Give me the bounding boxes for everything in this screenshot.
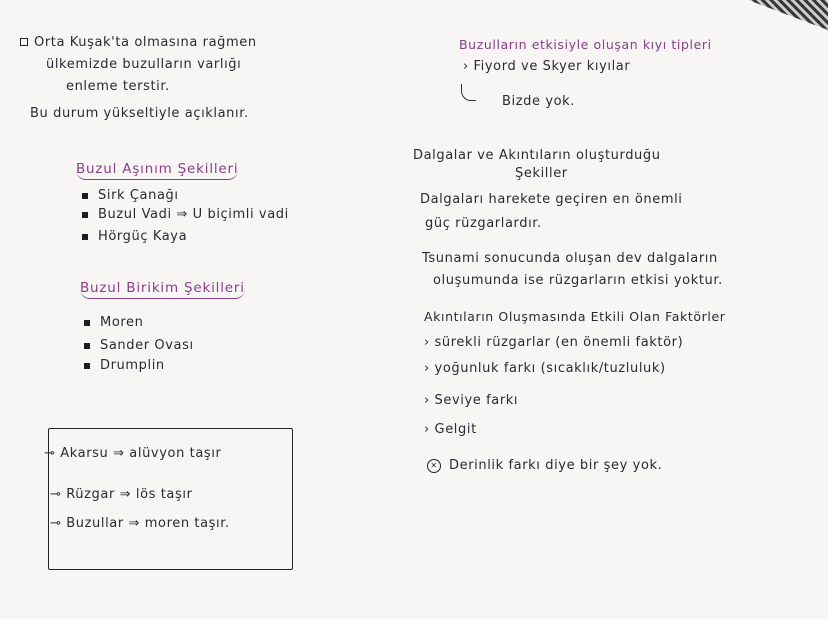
erosion-item: Sirk Çanağı (82, 188, 179, 203)
deposit-item: Sander Ovası (84, 338, 194, 353)
intro-line-4: Bu durum yükseltiyle açıklanır. (30, 106, 249, 121)
erosion-item: Buzul Vadi ⇒ U biçimli vadi (82, 207, 289, 222)
bullet-icon (82, 234, 88, 240)
coast-note: Bizde yok. (502, 94, 576, 109)
fabric-corner (748, 0, 828, 30)
intro-line-2: ülkemizde buzulların varlığı (46, 57, 242, 72)
connector-icon: ⊸ (50, 516, 67, 531)
erosion-title: Buzul Aşınım Şekilleri (76, 161, 238, 180)
bullet-icon (84, 363, 90, 369)
waves-p1-2: güç rüzgarlardır. (425, 216, 542, 231)
coast-item: › Fiyord ve Skyer kıyılar (463, 59, 631, 74)
deposit-item: Drumplin (84, 358, 165, 373)
bullet-icon (84, 320, 90, 326)
deposit-title: Buzul Birikim Şekilleri (80, 280, 245, 299)
bullet-icon (84, 343, 90, 349)
waves-p1-1: Dalgaları harekete geçiren en önemli (420, 192, 683, 207)
deposit-item: Moren (84, 315, 143, 330)
currents-item: › Gelgit (424, 422, 477, 437)
connector-icon: ⊸ (50, 487, 67, 502)
waves-p2-2: oluşumunda ise rüzgarların etkisi yoktur. (433, 273, 723, 288)
hook-arrow-icon (461, 84, 476, 101)
bullet-icon (82, 193, 88, 199)
bullet-icon (20, 38, 28, 46)
currents-item: › Seviye farkı (424, 393, 519, 408)
waves-title-2: Şekiller (515, 166, 568, 181)
erosion-item: Hörgüç Kaya (82, 229, 187, 244)
intro-line-1: Orta Kuşak'ta olmasına rağmen (20, 35, 257, 50)
currents-title: Akıntıların Oluşmasında Etkili Olan Faktörler (424, 309, 726, 324)
currents-note: ✕ Derinlik farkı diye bir şey yok. (427, 458, 662, 473)
bullet-icon (82, 212, 88, 218)
box-item: ⊸ Buzullar ⇒ moren taşır. (50, 516, 230, 531)
currents-item: › yoğunluk farkı (sıcaklık/tuzluluk) (424, 361, 666, 376)
currents-item: › sürekli rüzgarlar (en önemli faktör) (424, 335, 684, 350)
waves-title-1: Dalgalar ve Akıntıların oluşturduğu (413, 148, 661, 163)
box-item: ⊸ Akarsu ⇒ alüvyon taşır (44, 446, 222, 461)
box-item: ⊸ Rüzgar ⇒ lös taşır (50, 487, 193, 502)
coast-title: Buzulların etkisiyle oluşan kıyı tipleri (459, 37, 712, 52)
cross-circle-icon: ✕ (427, 459, 441, 473)
connector-icon: ⊸ (44, 446, 61, 461)
waves-p2-1: Tsunami sonucunda oluşan dev dalgaların (422, 251, 718, 266)
intro-line-3: enleme terstir. (66, 79, 170, 94)
